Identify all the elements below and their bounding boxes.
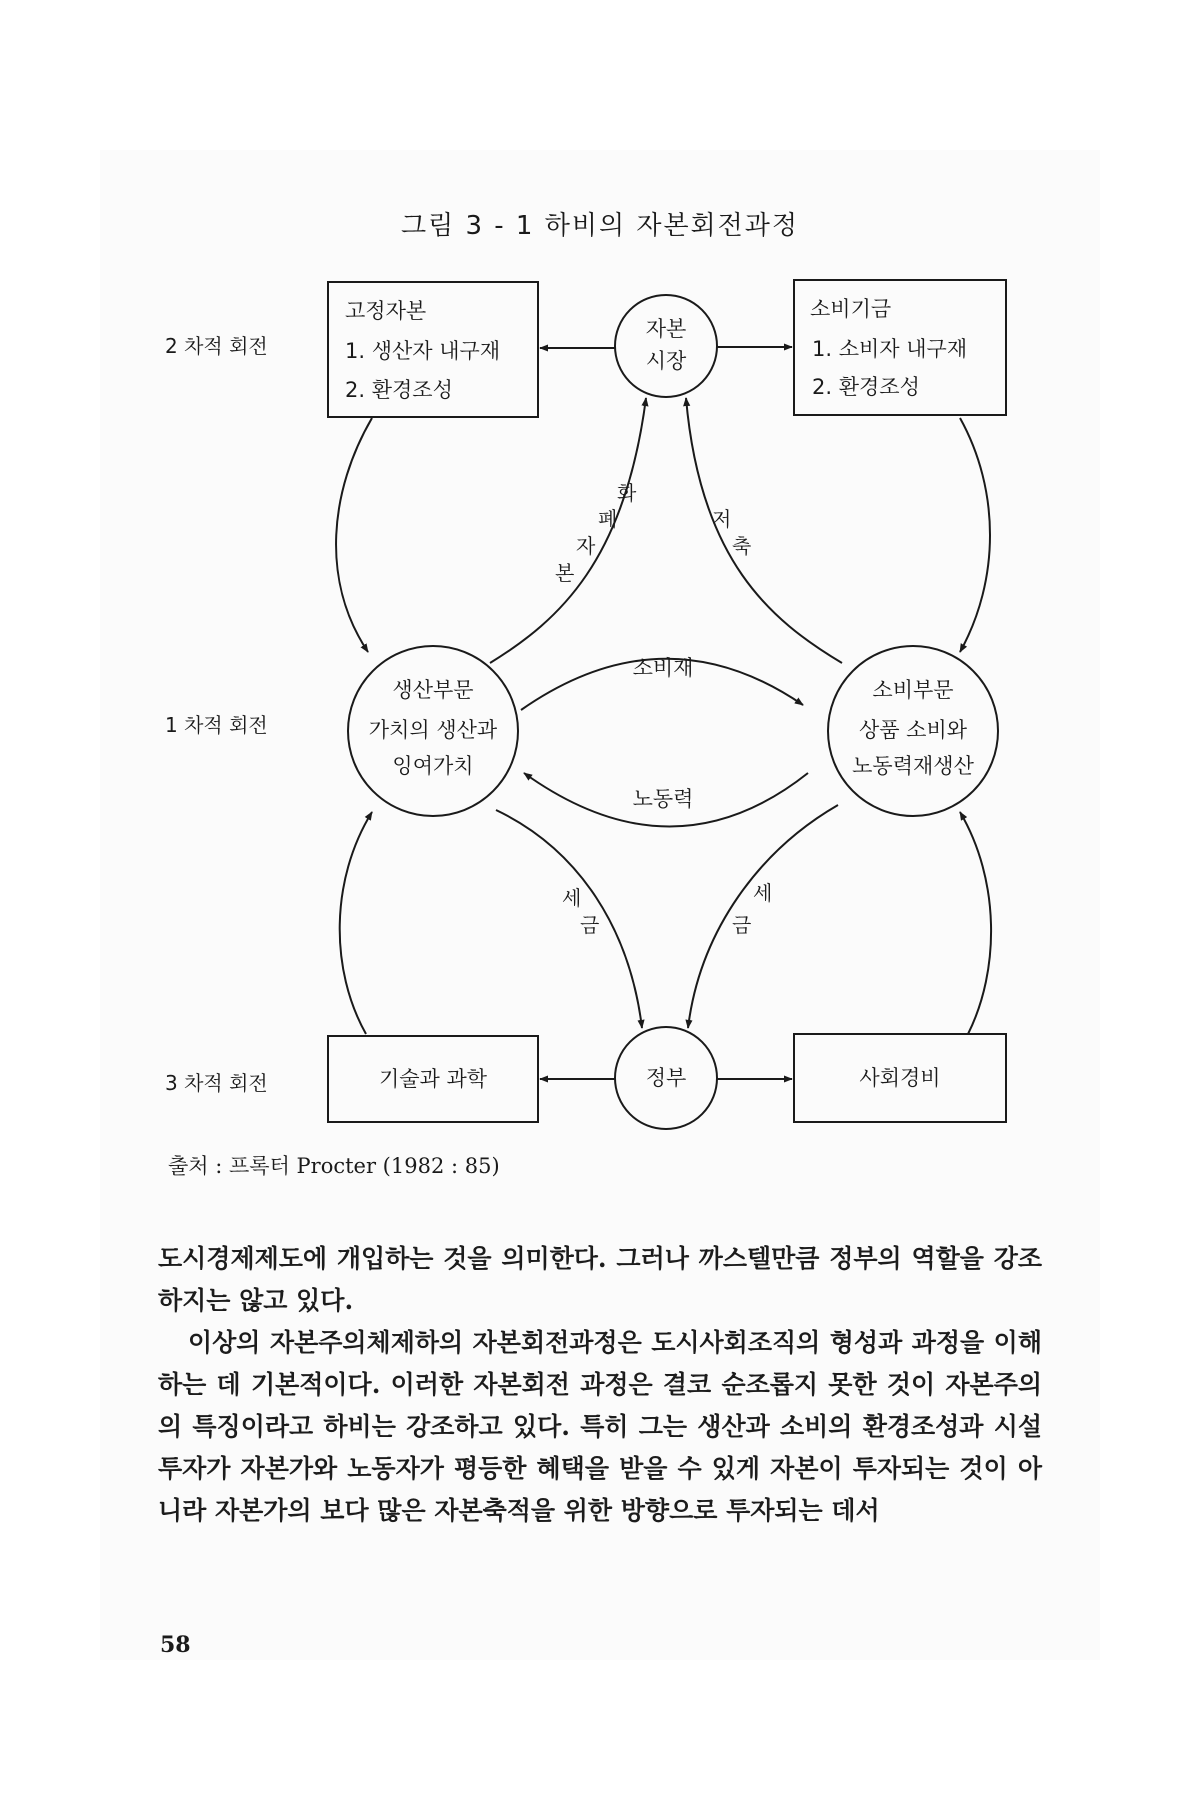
capital-market-label-2: 시장 [645, 349, 687, 373]
money-capital-char-3: 자 [576, 534, 596, 558]
tech-science-label: 기술과 과학 [378, 1067, 488, 1091]
consumption-fund-item-1: 1. 소비자 내구재 [812, 337, 968, 361]
social-expenditure-label: 사회경비 [859, 1066, 941, 1090]
consumption-sector-title: 소비부문 [872, 678, 954, 702]
labor-power-label: 노동력 [632, 787, 694, 811]
body-text [158, 1238, 1042, 1532]
consumption-sector-line-3: 노동력재생산 [852, 754, 974, 778]
body-paragraph-1: 도시경제제도에 개입하는 것을 의미한다. 그러나 까스텔만큼 정부의 역할을 강조하지는 않고 있다. [158, 1244, 1042, 1315]
arrow-money-capital [490, 398, 646, 663]
arrow-tax-from-production [496, 810, 642, 1028]
fixed-capital-title: 고정자본 [345, 299, 427, 323]
arrow-tax-from-consumption [688, 805, 838, 1028]
capital-market-node [615, 295, 717, 397]
money-capital-char-1: 화 [617, 481, 637, 505]
savings-char-1: 저 [712, 507, 732, 531]
government-label: 정부 [645, 1066, 687, 1090]
production-sector-title: 생산부문 [392, 678, 474, 702]
page-number: 58 [160, 1632, 191, 1658]
tax-left-char-1: 세 [562, 886, 582, 910]
consumption-fund-title: 소비기금 [810, 297, 892, 321]
level-label-tertiary: 3 차적 회전 [165, 1071, 268, 1095]
consumption-sector-line-2: 상품 소비와 [858, 718, 968, 742]
arrow-fixed-capital-to-production [336, 418, 372, 652]
level-label-primary: 1 차적 회전 [165, 713, 268, 737]
tax-right-char-2: 금 [732, 913, 752, 937]
body-paragraph-2: 이상의 자본주의체제하의 자본회전과정은 도시사회조직의 형성과 과정을 이해하는 데 기본적이다. 이러한 자본회전 과정은 결코 순조롭지 못한 것이 자본주의의 특징이라고 하비는 강조하고 있다. 특히 그는 생산과 소비의 환경조성과 시설투자가 자본가와 노동자가 평등한 혜택을 받을 수 있게 자본이 투자되는 것이 아니라 자본가의 보다 많은 자본축적을 위한 방향으로 투자되는 데서 [158, 1328, 1042, 1525]
fixed-capital-item-2: 2. 환경조성 [345, 378, 453, 402]
figure-source: 출처 : 프록터 Procter (1982 : 85) [168, 1154, 500, 1178]
arrow-fund-to-consumption [960, 418, 990, 652]
arrow-social-to-consumption [960, 812, 991, 1034]
level-label-secondary: 2 차적 회전 [165, 334, 268, 358]
tax-right-char-1: 세 [753, 881, 773, 905]
tax-left-char-2: 금 [580, 913, 600, 937]
savings-char-2: 축 [732, 534, 752, 558]
arrow-savings [686, 398, 842, 663]
money-capital-char-2: 폐 [598, 507, 618, 531]
consumer-goods-label: 소비재 [632, 656, 694, 680]
production-sector-line-2: 가치의 생산과 [368, 718, 498, 742]
arrow-tech-to-production [340, 812, 372, 1034]
consumption-fund-item-2: 2. 환경조성 [812, 375, 920, 399]
fixed-capital-item-1: 1. 생산자 내구재 [345, 339, 501, 363]
production-sector-line-3: 잉여가치 [392, 754, 474, 778]
money-capital-char-4: 본 [555, 561, 575, 585]
figure-title: 그림 3 - 1 하비의 자본회전과정 [400, 211, 800, 241]
capital-market-label-1: 자본 [645, 317, 687, 341]
